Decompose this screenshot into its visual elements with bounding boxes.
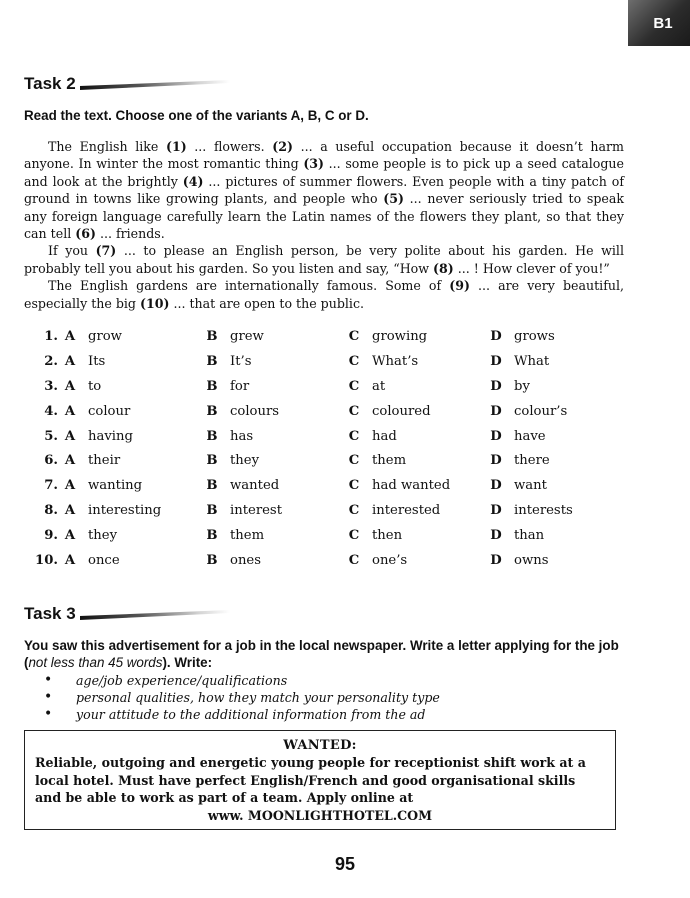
gap-number: (10)	[139, 295, 170, 311]
page-number: 95	[334, 854, 356, 874]
question-number: 9.	[44, 528, 58, 544]
option-text: their	[88, 453, 121, 469]
option-text: had	[372, 428, 397, 444]
option-letter: C	[348, 478, 360, 494]
table-row	[24, 448, 624, 473]
option-letter: D	[490, 428, 502, 444]
reading-passage	[24, 138, 624, 312]
option-letter: C	[348, 453, 360, 469]
task3-instruction	[24, 637, 624, 671]
option-letter: B	[206, 503, 218, 519]
gap-number: (2)	[272, 139, 293, 154]
option-letter: D	[490, 353, 502, 369]
gap-number: (3)	[303, 156, 325, 172]
passage-paragraph	[24, 242, 624, 277]
gap-number: (6)	[75, 226, 96, 242]
gap-number: (1)	[165, 139, 187, 154]
option-text: owns	[514, 552, 549, 568]
passage-text: ... never seriously tried to speak any foreign language carefully learn the Latin names of the flowers they plant, so that they can tell	[24, 191, 624, 242]
passage-text: ... ! How clever of you!”	[453, 260, 610, 276]
option-letter: B	[206, 552, 218, 568]
answer-options-table	[24, 324, 624, 573]
option-letter: C	[348, 528, 360, 544]
passage-text: ... friends.	[95, 226, 165, 242]
option-text: by	[514, 378, 530, 394]
table-row	[24, 374, 624, 399]
task2-heading	[24, 66, 230, 92]
letter-points-list	[44, 672, 440, 724]
question-number: 8.	[44, 503, 58, 519]
option-text: grow	[88, 328, 122, 344]
option-text: grew	[230, 328, 264, 344]
option-letter: B	[206, 453, 218, 469]
passage-text: ... a useful occupation because it doesn’t harm anyone. In winter the most romantic thing	[24, 139, 624, 172]
option-letter: A	[64, 378, 76, 394]
option-text: colour’s	[514, 403, 568, 419]
option-letter: C	[348, 328, 360, 344]
option-letter: C	[348, 552, 360, 568]
task2-heading-rule	[80, 80, 230, 90]
option-text: for	[230, 378, 250, 394]
option-text: Its	[88, 353, 106, 369]
option-letter: A	[64, 403, 76, 419]
passage-text: ... some people is to pick up a seed catalogue and look at the brightly	[24, 156, 624, 189]
option-letter: A	[64, 453, 76, 469]
table-row	[24, 399, 624, 424]
option-letter: A	[64, 528, 76, 544]
level-badge-label: B1	[653, 14, 673, 32]
option-text: What	[514, 353, 550, 369]
task3-heading-rule	[80, 610, 230, 620]
option-letter: D	[490, 503, 502, 519]
option-text: interests	[514, 503, 573, 519]
job-advertisement	[24, 730, 616, 830]
passage-text: ... are very beautiful, especially the big	[24, 278, 625, 311]
option-letter: D	[490, 478, 502, 494]
option-text: them	[230, 528, 265, 544]
option-letter: B	[206, 328, 218, 344]
task3-instruction-end: ). Write:	[162, 655, 213, 670]
option-letter: C	[348, 503, 360, 519]
passage-text: The English like	[48, 139, 166, 154]
option-letter: B	[206, 478, 218, 494]
option-text: once	[88, 552, 120, 568]
passage-text: ... flowers.	[186, 139, 273, 154]
option-text: ones	[230, 552, 262, 568]
ad-body: Reliable, outgoing and energetic young people for receptionist shift work at a local hotel. Must have perfect English/French and good organisational skills and be able to work as part of a team. Apply online at	[35, 755, 586, 806]
table-row	[24, 324, 624, 349]
question-number: 5.	[44, 428, 58, 444]
table-row	[24, 523, 624, 548]
option-letter: C	[348, 378, 360, 394]
option-letter: A	[64, 552, 76, 568]
option-text: to	[88, 378, 102, 394]
question-number: 7.	[44, 478, 58, 494]
gap-number: (7)	[95, 243, 117, 259]
option-text: What’s	[372, 353, 419, 369]
option-letter: C	[348, 353, 360, 369]
option-letter: D	[490, 552, 502, 568]
task2-title: Task 2	[24, 74, 76, 93]
question-number: 2.	[44, 353, 58, 369]
passage-paragraph	[24, 277, 624, 312]
option-text: having	[88, 428, 133, 444]
option-text: at	[372, 378, 386, 394]
option-text: had wanted	[372, 478, 451, 494]
task3-instruction-text: You saw this advertisement for a job in the local newspaper. Write a letter applying for the job (	[24, 638, 619, 670]
option-text: coloured	[372, 403, 431, 419]
table-row	[24, 473, 624, 498]
gap-number: (4)	[182, 173, 204, 189]
passage-text: If you	[48, 243, 96, 259]
option-letter: A	[64, 328, 76, 344]
option-text: growing	[372, 328, 428, 344]
question-number: 3.	[44, 378, 58, 394]
option-text: have	[514, 428, 546, 444]
passage-paragraph	[24, 138, 624, 242]
table-row	[24, 498, 624, 523]
option-text: has	[230, 428, 254, 444]
question-number: 10.	[35, 552, 58, 568]
option-text: colours	[230, 403, 280, 419]
gap-number: (5)	[383, 191, 404, 207]
gap-number: (9)	[449, 278, 470, 294]
option-text: they	[230, 453, 260, 469]
option-letter: C	[348, 428, 360, 444]
option-text: interesting	[88, 503, 162, 519]
passage-text: The English gardens are internationally famous. Some of	[48, 278, 450, 294]
option-text: than	[514, 528, 545, 544]
option-letter: D	[490, 378, 502, 394]
passage-text: ... to please an English person, be very polite about his garden. He will probably tell you about his garden. So you listen and say, “How	[24, 243, 624, 276]
option-text: them	[372, 453, 407, 469]
option-letter: C	[348, 403, 360, 419]
option-text: there	[514, 453, 550, 469]
option-letter: A	[64, 353, 76, 369]
option-letter: D	[490, 453, 502, 469]
option-text: interested	[372, 503, 441, 519]
level-badge	[628, 0, 690, 46]
table-row	[24, 349, 624, 374]
task3-title: Task 3	[24, 604, 76, 623]
option-text: then	[372, 528, 403, 544]
task3-heading	[24, 596, 230, 622]
question-number: 1.	[44, 328, 58, 344]
option-letter: D	[490, 528, 502, 544]
passage-text: ... pictures of summer flowers. Even people with a tiny patch of ground in towns like growing plants, and people who	[24, 173, 625, 207]
task2-instruction: Read the text. Choose one of the variants A, B, C or D.	[24, 108, 369, 123]
question-number: 6.	[44, 453, 58, 469]
ad-heading: WANTED:	[283, 738, 357, 753]
option-letter: B	[206, 403, 218, 419]
option-letter: B	[206, 528, 218, 544]
option-letter: D	[490, 328, 502, 344]
gap-number: (8)	[433, 260, 454, 276]
option-letter: A	[64, 428, 76, 444]
option-letter: A	[64, 478, 76, 494]
list-item: • your attitude to the additional information from the ad	[44, 706, 440, 723]
option-text: colour	[88, 403, 131, 419]
option-letter: B	[206, 353, 218, 369]
task3-word-limit: not less than 45 words	[28, 655, 163, 670]
list-item: • age/job experience/qualifications	[44, 672, 440, 689]
list-item: • personal qualities, how they match your personality type	[44, 689, 440, 706]
option-text: they	[88, 528, 118, 544]
passage-text: ... that are open to the public.	[169, 295, 365, 311]
option-letter: B	[206, 428, 218, 444]
option-text: It’s	[230, 353, 252, 369]
option-letter: B	[206, 378, 218, 394]
table-row	[24, 424, 624, 449]
option-letter: D	[490, 403, 502, 419]
option-text: wanted	[230, 478, 280, 494]
option-text: one’s	[372, 552, 408, 568]
option-text: interest	[230, 503, 282, 519]
option-letter: A	[64, 503, 76, 519]
table-row	[24, 548, 624, 573]
option-text: wanting	[88, 478, 143, 494]
option-text: want	[514, 478, 547, 494]
option-text: grows	[514, 328, 555, 344]
question-number: 4.	[44, 403, 58, 419]
ad-url: www. MOONLIGHTHOTEL.COM	[207, 807, 433, 823]
